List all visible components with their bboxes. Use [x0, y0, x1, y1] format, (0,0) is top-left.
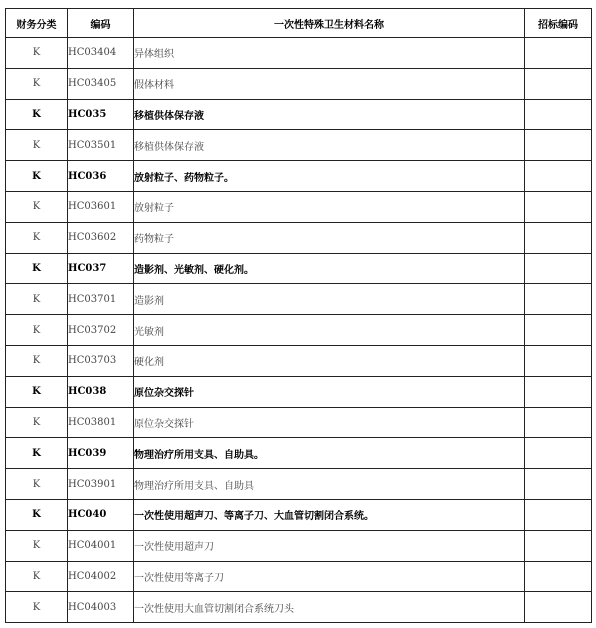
- table-row: [6, 438, 592, 469]
- finance-category-cell: K: [6, 469, 68, 500]
- bid-code-cell: [525, 130, 592, 161]
- code-cell: HC03701: [68, 284, 134, 315]
- material-name-cell: 药物粒子: [134, 222, 525, 253]
- finance-category-cell: K: [6, 407, 68, 438]
- code-cell: HC03602: [68, 222, 134, 253]
- bid-code-cell: [525, 530, 592, 561]
- code-cell: HC039: [68, 438, 134, 469]
- materials-table: [5, 8, 592, 623]
- finance-category-cell: K: [6, 345, 68, 376]
- code-cell: HC03601: [68, 191, 134, 222]
- table-row: [6, 253, 592, 284]
- finance-category-cell: K: [6, 315, 68, 346]
- table-row: [6, 222, 592, 253]
- finance-category-cell: K: [6, 499, 68, 530]
- finance-category-cell: K: [6, 68, 68, 99]
- table-row: [6, 499, 592, 530]
- table-row: [6, 592, 592, 623]
- material-name-cell: 一次性使用大血管切割闭合系统刀头: [134, 592, 525, 623]
- table-row: [6, 284, 592, 315]
- material-name-cell: 移植供体保存液: [134, 99, 525, 130]
- header-finance-category: 财务分类: [6, 9, 68, 38]
- table-row: [6, 161, 592, 192]
- code-cell: HC037: [68, 253, 134, 284]
- material-name-cell: 硬化剂: [134, 345, 525, 376]
- finance-category-cell: K: [6, 376, 68, 407]
- bid-code-cell: [525, 315, 592, 346]
- bid-code-cell: [525, 191, 592, 222]
- table-row: [6, 191, 592, 222]
- bid-code-cell: [525, 376, 592, 407]
- table-row: [6, 469, 592, 500]
- material-name-cell: 假体材料: [134, 68, 525, 99]
- code-cell: HC038: [68, 376, 134, 407]
- code-cell: HC03703: [68, 345, 134, 376]
- table-row: [6, 345, 592, 376]
- finance-category-cell: K: [6, 38, 68, 69]
- header-row: [6, 9, 592, 38]
- table-row: [6, 315, 592, 346]
- bid-code-cell: [525, 561, 592, 592]
- material-name-cell: 物理治疗所用支具、自助具: [134, 469, 525, 500]
- header-code: 编码: [68, 9, 134, 38]
- table-row: [6, 561, 592, 592]
- material-name-cell: 放射粒子、药物粒子。: [134, 161, 525, 192]
- finance-category-cell: K: [6, 438, 68, 469]
- bid-code-cell: [525, 284, 592, 315]
- bid-code-cell: [525, 161, 592, 192]
- bid-code-cell: [525, 592, 592, 623]
- bid-code-cell: [525, 68, 592, 99]
- finance-category-cell: K: [6, 561, 68, 592]
- code-cell: HC04003: [68, 592, 134, 623]
- finance-category-cell: K: [6, 284, 68, 315]
- bid-code-cell: [525, 222, 592, 253]
- material-name-cell: 移植供体保存液: [134, 130, 525, 161]
- bid-code-cell: [525, 253, 592, 284]
- table-row: [6, 99, 592, 130]
- finance-category-cell: K: [6, 222, 68, 253]
- finance-category-cell: K: [6, 130, 68, 161]
- material-name-cell: 异体组织: [134, 38, 525, 69]
- code-cell: HC03901: [68, 469, 134, 500]
- bid-code-cell: [525, 345, 592, 376]
- code-cell: HC03702: [68, 315, 134, 346]
- code-cell: HC040: [68, 499, 134, 530]
- table-row: [6, 530, 592, 561]
- code-cell: HC03404: [68, 38, 134, 69]
- finance-category-cell: K: [6, 161, 68, 192]
- table-row: [6, 130, 592, 161]
- code-cell: HC036: [68, 161, 134, 192]
- table-row: [6, 376, 592, 407]
- material-name-cell: 一次性使用等离子刀: [134, 561, 525, 592]
- material-name-cell: 放射粒子: [134, 191, 525, 222]
- bid-code-cell: [525, 499, 592, 530]
- header-material-name: 一次性特殊卫生材料名称: [134, 9, 525, 38]
- table-row: [6, 38, 592, 69]
- bid-code-cell: [525, 99, 592, 130]
- material-name-cell: 原位杂交探针: [134, 407, 525, 438]
- code-cell: HC035: [68, 99, 134, 130]
- finance-category-cell: K: [6, 99, 68, 130]
- material-name-cell: 原位杂交探针: [134, 376, 525, 407]
- header-bid-code: 招标编码: [525, 9, 592, 38]
- code-cell: HC03501: [68, 130, 134, 161]
- code-cell: HC03405: [68, 68, 134, 99]
- material-name-cell: 物理治疗所用支具、自助具。: [134, 438, 525, 469]
- code-cell: HC04001: [68, 530, 134, 561]
- code-cell: HC03801: [68, 407, 134, 438]
- table-row: [6, 407, 592, 438]
- bid-code-cell: [525, 469, 592, 500]
- material-name-cell: 造影剂: [134, 284, 525, 315]
- finance-category-cell: K: [6, 253, 68, 284]
- bid-code-cell: [525, 438, 592, 469]
- table-row: [6, 68, 592, 99]
- code-cell: HC04002: [68, 561, 134, 592]
- material-name-cell: 造影剂、光敏剂、硬化剂。: [134, 253, 525, 284]
- finance-category-cell: K: [6, 592, 68, 623]
- bid-code-cell: [525, 38, 592, 69]
- finance-category-cell: K: [6, 191, 68, 222]
- bid-code-cell: [525, 407, 592, 438]
- material-name-cell: 一次性使用超声刀: [134, 530, 525, 561]
- finance-category-cell: K: [6, 530, 68, 561]
- material-name-cell: 光敏剂: [134, 315, 525, 346]
- material-name-cell: 一次性使用超声刀、等离子刀、大血管切割闭合系统。: [134, 499, 525, 530]
